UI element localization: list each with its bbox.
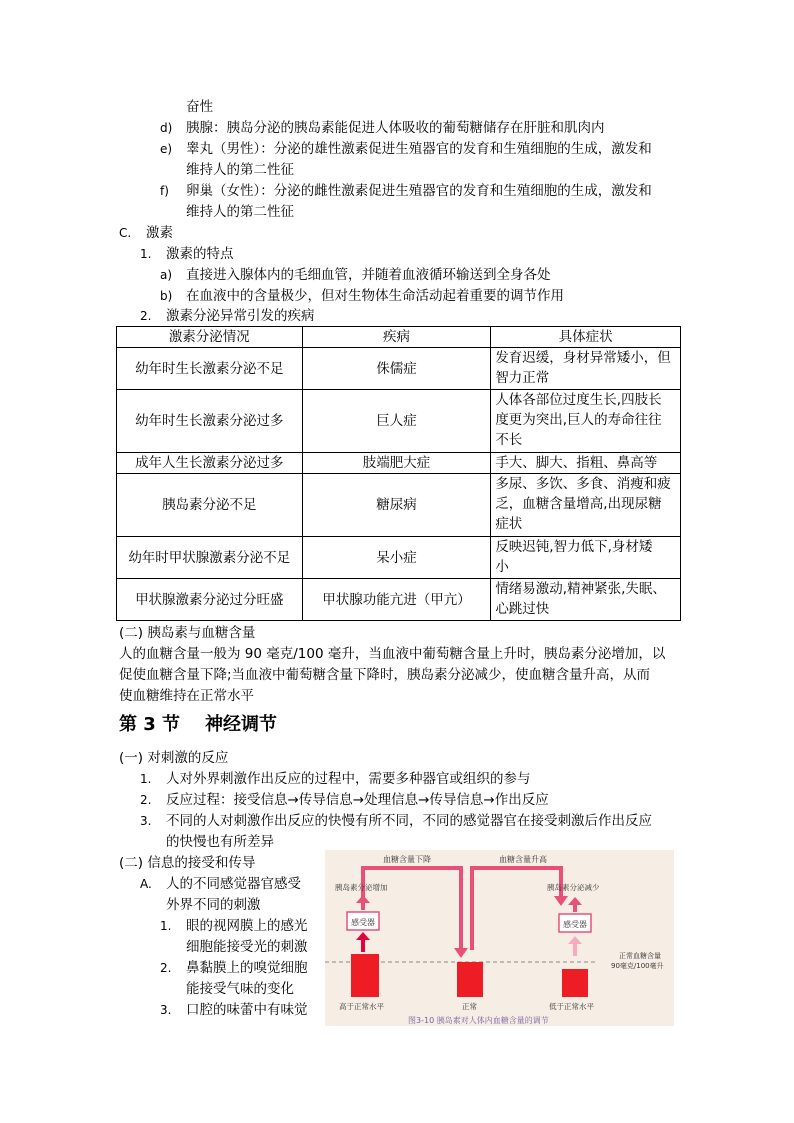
bar-low — [562, 969, 588, 997]
subsection-heading: (二) 信息的接受和传导 — [119, 855, 256, 871]
symptom-line: 心跳过快 — [495, 601, 550, 617]
paragraph-line: 使血糖维持在正常水平 — [119, 688, 254, 704]
section-number: 第 3 节 — [119, 714, 181, 735]
symptom-line: 症状 — [495, 516, 523, 532]
list-marker: 1. — [160, 919, 172, 933]
symptom-cell — [491, 474, 681, 537]
insulin-heading: (二) 胰岛素与血糖含量 — [119, 625, 256, 641]
list-item: 人的不同感觉器官感受 — [166, 876, 301, 892]
table-cell: 胰岛素分泌不足 — [117, 474, 303, 537]
table-cell: 成年人生长激素分泌过多 — [117, 453, 303, 474]
list-item-cont: 细胞能接受光的刺激 — [186, 939, 308, 955]
decrease-arrow-path — [363, 868, 461, 950]
bar-high — [351, 954, 379, 997]
list-marker: 2. — [160, 961, 172, 975]
symptom-cell — [491, 390, 681, 453]
section-marker: C. — [119, 226, 132, 240]
symptom-line: 反映迟钝,智力低下,身材矮 — [495, 539, 653, 555]
table-cell: 幼年时生长激素分泌不足 — [117, 348, 303, 390]
list-marker: e) — [160, 142, 173, 156]
continuation-text: 奋性 — [186, 99, 213, 115]
increase-arrow-path — [472, 868, 561, 950]
table-cell: 呆小症 — [302, 537, 491, 579]
list-item-cont: 的快慢也有所差异 — [166, 834, 274, 850]
list-marker: d) — [160, 121, 173, 135]
page-title: 神经调节 — [205, 714, 277, 735]
arrow-head — [454, 948, 468, 958]
list-item: 鼻黏膜上的嗅觉细胞 — [186, 960, 308, 976]
list-item-testis: 睾丸（男性）：分泌的雄性激素促进生殖器官的发育和生殖细胞的生成，激发和 — [186, 141, 652, 157]
table-cell: 甲状腺功能亢进（甲亢） — [302, 579, 491, 621]
arrow-head — [554, 896, 568, 906]
list-marker: 2. — [140, 793, 152, 807]
label-insulin-down: 胰岛素分泌减少 — [547, 883, 600, 892]
symptom-line: 智力正常 — [495, 370, 550, 386]
subsection-heading: (一) 对刺激的反应 — [119, 750, 229, 766]
symptom-line: 发育迟缓，身材异常矮小，但 — [495, 350, 671, 366]
list-item: 反应过程：接受信息→传导信息→处理信息→传导信息→作出反应 — [166, 792, 549, 808]
normal-level-label: 正常血糖含量 — [619, 952, 661, 960]
bar-normal — [457, 962, 483, 997]
table-cell: 侏儒症 — [302, 348, 491, 390]
arrow-head — [356, 895, 370, 903]
table-row — [117, 453, 681, 474]
table-cell: 巨人症 — [302, 390, 491, 453]
arrow-head — [568, 936, 582, 944]
list-marker: 1. — [140, 247, 152, 261]
symptom-line: 人体各部位过度生长,四肢长 — [495, 392, 662, 408]
list-marker: b) — [160, 289, 173, 303]
paragraph-line: 促使血糖含量下降;当血液中葡萄糖含量下降时，胰岛素分泌减少，使血糖含量升高，从而 — [119, 667, 651, 683]
normal-level-value: 90毫克/100毫升 — [611, 962, 664, 970]
symptom-line: 度更为突出,巨人的寿命往往 — [495, 412, 662, 428]
table-cell: 糖尿病 — [302, 474, 491, 537]
list-item-testis-cont: 维持人的第二性征 — [186, 162, 294, 178]
table-cell: 肢端肥大症 — [302, 453, 491, 474]
table-cell: 幼年时甲状腺激素分泌不足 — [117, 537, 303, 579]
symptom-line: 多尿、多饮、多食、消瘦和疲 — [495, 476, 671, 492]
insulin-regulation-figure — [325, 850, 674, 1026]
list-item: 人对外界刺激作出反应的过程中，需要多种器官或组织的参与 — [166, 771, 531, 787]
list-item-cont: 能接受气味的变化 — [186, 981, 294, 997]
symptom-line: 手大、脚大、指粗、鼻高等 — [495, 455, 658, 471]
list-marker: A. — [140, 877, 152, 891]
disease-table — [116, 326, 681, 621]
symptom-line: 乏，血糖含量增高,出现尿糖 — [495, 496, 662, 512]
arrow-head — [568, 897, 582, 905]
symptom-line: 小 — [495, 559, 509, 575]
table-header: 激素分泌情况 — [117, 327, 303, 348]
list-marker: 3. — [160, 1003, 172, 1017]
list-marker: a) — [160, 268, 173, 282]
feature-item: 直接进入腺体内的毛细血管，并随着血液循环输送到全身各处 — [186, 267, 551, 283]
list-item-ovary: 卵巢（女性）：分泌的雌性激素促进生殖器官的发育和生殖细胞的生成，激发和 — [186, 183, 652, 199]
arrow-head — [356, 932, 370, 940]
disease-section-title: 激素分泌异常引发的疾病 — [166, 308, 315, 324]
bar-label-high: 高于正常水平 — [339, 1002, 384, 1011]
list-item-cont: 外界不同的刺激 — [166, 897, 261, 913]
symptom-cell — [491, 348, 681, 390]
list-item: 不同的人对刺激作出反应的快慢有所不同，不同的感觉器官在接受刺激后作出反应 — [166, 813, 652, 829]
label-decrease: 血糖含量下降 — [383, 855, 431, 864]
bar-label-low: 低于正常水平 — [549, 1002, 594, 1011]
feature-item: 在血液中的含量极少，但对生物体生命活动起着重要的调节作用 — [186, 288, 564, 304]
symptom-cell — [491, 453, 681, 474]
table-cell: 甲状腺激素分泌过分旺盛 — [117, 579, 303, 621]
table-row — [117, 537, 681, 579]
label-increase: 血糖含量升高 — [499, 855, 547, 864]
list-item: 口腔的味蕾中有味觉 — [186, 1002, 308, 1018]
symptom-line: 不长 — [495, 432, 523, 448]
hormone-features-title: 激素的特点 — [166, 246, 234, 262]
symptom-line: 情绪易激动,精神紧张,失眠、 — [495, 581, 666, 597]
list-item-ovary-cont: 维持人的第二性征 — [186, 204, 294, 220]
table-header: 疾病 — [302, 327, 491, 348]
list-marker: 2. — [140, 309, 152, 323]
bar-label-normal: 正常 — [462, 1002, 477, 1011]
receptor-label: 感受器 — [563, 920, 587, 929]
table-row — [117, 390, 681, 453]
table-row — [117, 579, 681, 621]
list-marker: 1. — [140, 772, 152, 786]
table-header-row — [117, 327, 681, 348]
symptom-cell — [491, 537, 681, 579]
table-header: 具体症状 — [491, 327, 681, 348]
receptor-label: 感受器 — [351, 918, 375, 927]
list-marker: 3. — [140, 814, 152, 828]
figure-caption: 图3-10 胰岛素对人体内血糖含量的调节 — [408, 1016, 549, 1025]
section-c-title: 激素 — [146, 225, 173, 241]
table-cell: 幼年时生长激素分泌过多 — [117, 390, 303, 453]
label-insulin-up: 胰岛素分泌增加 — [335, 883, 388, 892]
list-marker: f) — [160, 184, 169, 198]
table-row — [117, 348, 681, 390]
table-row — [117, 474, 681, 537]
paragraph-line: 人的血糖含量一般为 90 毫克/100 毫升，当血液中葡萄糖含量上升时，胰岛素分泌增加，以 — [119, 646, 666, 662]
list-item-pancreas: 胰腺：胰岛分泌的胰岛素能促进人体吸收的葡萄糖储存在肝脏和肌肉内 — [186, 120, 605, 136]
list-item: 眼的视网膜上的感光 — [186, 918, 308, 934]
symptom-cell — [491, 579, 681, 621]
